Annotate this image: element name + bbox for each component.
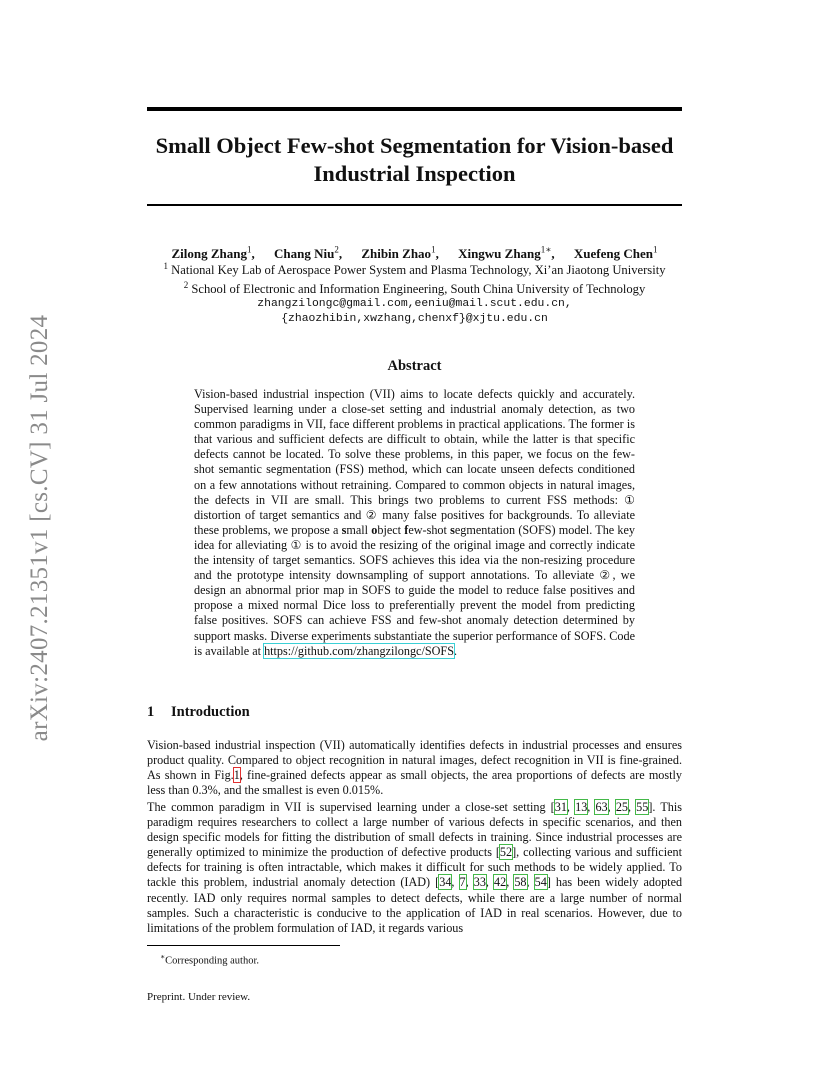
code-link[interactable]: https://github.com/zhangzilongc/SOFS — [264, 643, 454, 658]
citation-link[interactable]: 52 — [499, 845, 513, 860]
citation-link[interactable]: 58 — [514, 875, 527, 890]
citation-link[interactable]: 34 — [439, 875, 452, 890]
section-title: Introduction — [171, 704, 250, 720]
citation-link[interactable]: 25 — [615, 800, 628, 814]
title-top-rule — [147, 107, 682, 111]
author: Chang Niu$^2$, — [273, 245, 343, 262]
corresponding-author-mark[interactable]: ∗ — [545, 245, 552, 255]
paper-title — [130, 132, 699, 188]
footnote: ∗Corresponding author. — [160, 952, 260, 967]
intro-paragraph-1: Vision-based industrial inspection (VII) automatically identifies defects in industrial processes and ensures product quality. Compared to object recognition in natural images, defect recognition in VII is fine-grained. As shown in Fig.1, fine-grained defects appear as small objects, the area proportions of defects are mostly less than 0.3%, and the smallest is even 0.015%. — [147, 738, 682, 798]
footnote-rule — [147, 945, 340, 946]
abstract-text: Vision-based industrial inspection (VII) aims to locate defects quickly and accurately. Supervised learning under a close-set setting and industrial anomaly detection, as two common paradigms in VII, face different problems in practical applications. The former is that various and sufficient defects are difficult to obtain, while the latter is that specific defects cannot be located. To solve these problems, in this paper, we focus on the few-shot semantic segmentation (FSS) method, which can locate unseen defects conditioned on a few annotations without retraining. Compared to common objects in natural images, the defects in VII are small. This brings two problems to current FSS methods: ① distortion of target semantics and ② many false positives for backgrounds. To alleviate these problems, we propose a small object few-shot segmentation (SOFS) model. The key idea for alleviating ① is to avoid the resizing of the original image and correctly indicate the intensity of target semantics. SOFS achieves this idea via the non-resizing procedure and the prototype intensity downsampling of support annotations. To alleviate ②, we design an abnormal prior map in SOFS to guide the model to reduce false positives and propose a mixed normal Dice loss to preferentially prevent the model from predicting false positives. SOFS can achieve FSS and few-shot anomaly detection determined by support masks. Diverse experiments substantiate the superior performance of SOFS. Code is available at https://github.com/zhangzilongc/SOFS. — [194, 387, 636, 658]
preprint-note: Preprint. Under review. — [147, 991, 251, 1003]
citation-link[interactable]: 63 — [595, 800, 608, 814]
citation-link[interactable]: 42 — [494, 875, 507, 890]
email-line-2: {zhaozhibin,xwzhang,chenxf}@xjtu.edu.cn — [281, 313, 548, 326]
citation-link[interactable]: 54 — [534, 875, 547, 890]
title-line-1: Small Object Few-shot Segmentation for Vision-based — [155, 133, 674, 158]
author: Xuefeng Chen$^1$ — [573, 245, 658, 262]
email-line-1: zhangzilongc@gmail.com,eeniu@mail.scut.edu.cn, — [257, 298, 572, 311]
citation-link[interactable]: 33 — [473, 875, 486, 890]
citation-link[interactable]: 7 — [459, 875, 466, 890]
intro-paragraph-2: The common paradigm in VII is supervised learning under a close-set setting [31, 13, 63, 25, 55]. This paradigm requires researchers to collect a large number of various defects in specific scenarios, and then design specific models for fitting the distribution of small defects in training. Since industrial processes are generally optimized to minimize the production of defective products [52], collecting various and sufficient defects for training is often intractable, which makes it difficult for such methods to be widely applied. To tackle this problem, industrial anomaly detection (IAD) [34, 7, 33, 42, 58, 54] has been widely adopted recently. IAD only requires normal samples to detect defects, while there are a large number of normal samples. Such a characteristic is conducive to the application of IAD in real scenarios. However, due to limitations of the problem formulation of IAD, it regards various — [147, 800, 683, 935]
citation-link[interactable]: 55 — [636, 800, 649, 814]
affiliation-2: $^2$ School of Electronic and Information Engineering, South China University of Technology — [183, 280, 646, 297]
arxiv-stamp[interactable]: arXiv:2407.21351v1 [cs.CV] 31 Jul 2024 — [26, 314, 53, 742]
section-heading-introduction — [147, 703, 682, 721]
title-bottom-rule — [147, 204, 682, 206]
citation-link[interactable]: 13 — [575, 800, 588, 814]
abstract-heading: Abstract — [387, 358, 442, 374]
affiliation-1: $^1$ National Key Lab of Aerospace Power System and Plasma Technology, Xi’an Jiaotong University — [163, 261, 666, 278]
affiliations — [120, 259, 709, 327]
citation-link[interactable]: 31 — [554, 800, 567, 814]
section-number: 1 — [147, 704, 155, 720]
figure-ref-link[interactable]: 1 — [233, 768, 240, 783]
author: Xingwu Zhang$^{1∗}$, — [458, 245, 555, 262]
author: Zilong Zhang$^1$, — [171, 245, 255, 262]
title-line-2: Industrial Inspection — [313, 161, 516, 186]
author: Zhibin Zhao$^1$, — [361, 245, 439, 262]
